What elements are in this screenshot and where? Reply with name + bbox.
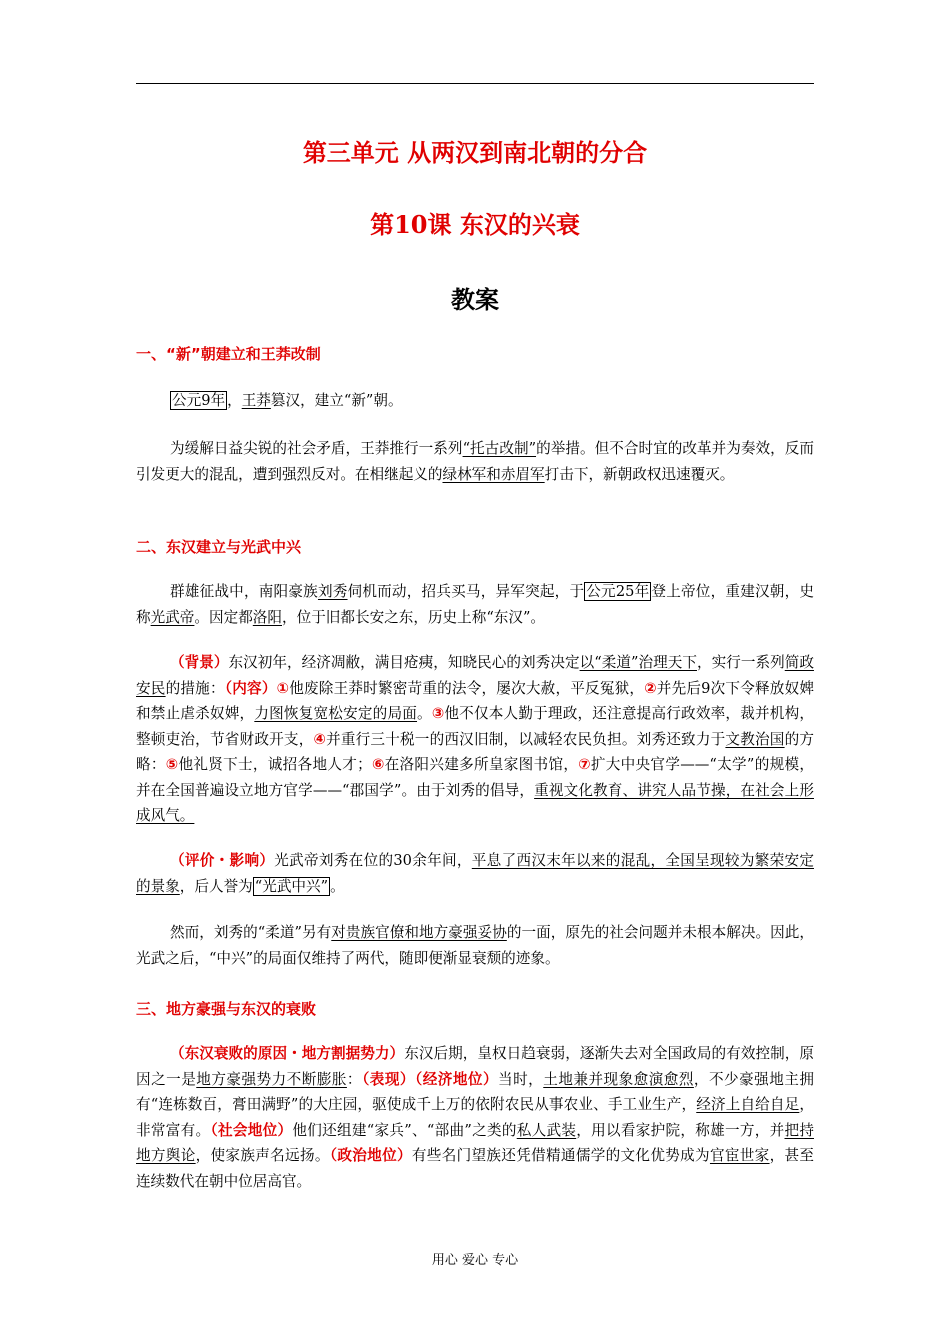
section-2-heading: 二、东汉建立与光武中兴 bbox=[136, 538, 302, 556]
boxed-term: 公元25年 bbox=[586, 583, 650, 600]
s2-paragraph-3: （评价・影响）光武帝刘秀在位的30余年间，平息了西汉末年以来的混乱，全国呈现较为繁荣安定的景象，后人誉为 “光武中兴” 。 bbox=[136, 852, 814, 895]
unit-title: 第三单元 从两汉到南北朝的分合 bbox=[302, 138, 648, 167]
label-cause: （东汉衰败的原因・地方割据势力） bbox=[170, 1045, 405, 1062]
underlined-term: 光武帝 bbox=[150, 608, 195, 626]
s2-paragraph-1: 群雄征战中，南阳豪族刘秀伺机而动，招兵买马，异军突起，于 公元25年 登上帝位，重建汉朝，史称光武帝。因定都洛阳，位于旧都长安之东，历史上称“东汉”。 bbox=[136, 583, 814, 626]
underlined-term: 王莽 bbox=[241, 392, 271, 409]
label-background: （背景） bbox=[170, 654, 229, 671]
label-political: （政治地位） bbox=[329, 1147, 412, 1164]
boxed-term: 公元9年 bbox=[172, 392, 226, 409]
label-economic: （表现）（经济地位） bbox=[362, 1070, 499, 1088]
underlined-term: 绿林军和赤眉军 bbox=[442, 465, 545, 483]
doc-title: 教案 bbox=[451, 285, 499, 314]
s2-paragraph-4: 然而，刘秀的“柔道”另有对贵族官僚和地方豪强妥协的一面，原先的社会问题并未根本解决。因此，光武之后，“中兴”的局面仅维持了两代，随即便渐显衰颓的迹象。 bbox=[136, 924, 814, 967]
label-social: （社会地位） bbox=[210, 1121, 293, 1139]
lesson-title: 第10课 东汉的兴衰 bbox=[370, 210, 580, 239]
label-evaluation: （评价・影响） bbox=[170, 852, 275, 869]
section-1-heading: 一、“新”朝建立和王莽改制 bbox=[136, 345, 321, 363]
page-footer: 用心 爱心 专心 bbox=[431, 1253, 519, 1268]
section-3-heading: 三、地方豪强与东汉的衰败 bbox=[136, 1000, 317, 1018]
s1-paragraph-2: 为缓解日益尖锐的社会矛盾，王莽推行一系列“托古改制”的举措。但不合时宜的改革并为奏效，反而引发更大的混乱，遭到强烈反对。在相继起义的绿林军和赤眉军打击下，新朝政权迅速覆灭。 bbox=[136, 440, 814, 483]
header-rule bbox=[136, 83, 814, 84]
s1-paragraph-1: 公元9年 ，王莽篡汉，建立“新”朝。 bbox=[172, 392, 403, 409]
s2-paragraph-2: （背景）东汉初年，经济凋敝，满目疮痍，知晓民心的刘秀决定以“柔道”治理天下，实行一系列简政安民的措施：（内容）①他废除王莽时繁密苛重的法令，屡次大赦，平反冤狱，②并先后9次下令释放奴婢和禁止虐杀奴婢，力图恢复宽松安定的局面。③他不仅本人勤于理政，还注意提高行政效率，裁并机构，整顿吏治，节省财政开支，④并重行三十税一的西汉旧制，以减轻农民负担。刘秀还致力于文教治国的方略：⑤他礼贤下士，诚招各地人才；⑥在洛阳兴建多所皇家图书馆，⑦扩大中央官学——“太学”的规模，并在全国普遍设立地方官学——“郡国学”。由于刘秀的倡导，重视文化教育、讲究人品节操，在社会上形成风气。 bbox=[136, 654, 814, 824]
underlined-term: 刘秀 bbox=[317, 583, 348, 600]
s3-paragraph-1: （东汉衰败的原因・地方割据势力）东汉后期，皇权日趋衰弱，逐渐失去对全国政局的有效控制，原因之一是地方豪强势力不断膨胀：（表现）（经济地位）当时，土地兼并现象愈演愈烈，不少豪强地主拥有“连栋数百，膏田满野”的大庄园，驱使成千上万的依附农民从事农业、手工业生产，经济上自给自足，非常富有。（社会地位）他们还组建“家兵”、“部曲”之类的私人武装，用以看家护院，称雄一方，并把持地方舆论，使家族声名远扬。（政治地位）有些名门望族还凭借精通儒学的文化优势成为官宦世家，甚至连续数代在朝中位居高官。 bbox=[136, 1045, 814, 1190]
underlined-term: 洛阳 bbox=[252, 608, 282, 626]
boxed-term: “光武中兴” bbox=[254, 877, 329, 895]
underlined-term: “托古改制” bbox=[462, 440, 537, 457]
label-content: （内容） bbox=[224, 679, 277, 697]
